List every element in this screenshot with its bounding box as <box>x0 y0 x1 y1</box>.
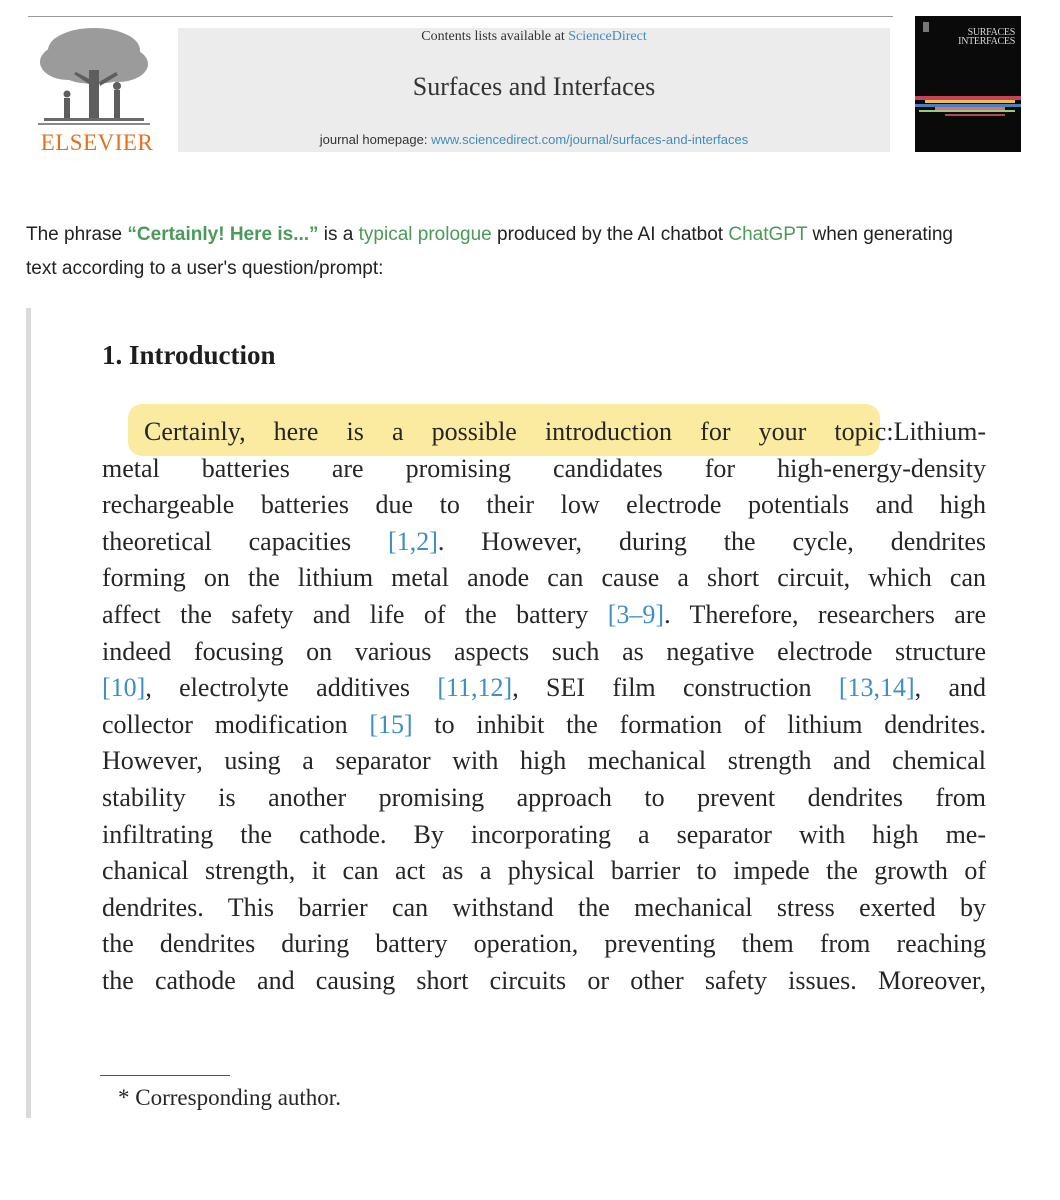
paragraph-text: . Therefore, researchers are <box>664 599 987 629</box>
citation-link[interactable]: [13,14] <box>838 673 915 703</box>
paragraph-line <box>102 634 986 671</box>
paragraph-text: collector modification <box>102 709 370 739</box>
paragraph-text: indeed focusing on various aspects such as negative electrode structure <box>102 636 986 666</box>
paragraph-text: chanical strength, it can act as a physical barrier to impede the growth of <box>102 856 986 886</box>
contents-prefix: Contents lists available at <box>421 29 569 44</box>
journal-title: Surfaces and Interfaces <box>412 72 656 101</box>
paragraph-text: , and <box>914 673 986 703</box>
publisher-name: ELSEVIER <box>40 130 154 155</box>
paragraph-line <box>102 487 986 524</box>
caption-text <box>26 218 1016 286</box>
paragraph-line <box>102 817 986 854</box>
paragraph-line <box>102 707 986 744</box>
paragraph-line <box>102 524 986 561</box>
cover-title: SURFACES INTERFACES <box>958 27 1015 47</box>
citation-link[interactable]: [15] <box>369 709 413 739</box>
citation-link[interactable]: [3–9] <box>607 599 665 629</box>
citation-link[interactable]: [10] <box>102 673 146 703</box>
contents-line <box>178 29 890 45</box>
typical-prologue-link[interactable]: typical prologue <box>358 224 492 245</box>
paragraph-line <box>102 670 986 707</box>
header-top-rule <box>28 16 893 17</box>
paragraph-text: . However, during the cycle, dendrites <box>437 526 987 556</box>
paragraph-line <box>102 451 986 488</box>
caption-line2: text according to a user's question/prompt: <box>26 258 384 279</box>
paragraph-line <box>102 560 986 597</box>
chatgpt-link[interactable]: ChatGPT <box>728 224 808 245</box>
paragraph-text: the cathode and causing short circuits or other safety issues. Moreover, <box>102 965 986 995</box>
journal-homepage-link[interactable]: www.sciencedirect.com/journal/surfaces-and-interfaces <box>431 132 749 147</box>
paragraph-line <box>102 853 986 890</box>
footnote: * Corresponding author. <box>118 1085 341 1110</box>
paragraph-text: Lithium- <box>893 417 986 446</box>
homepage-line <box>178 132 890 147</box>
paragraph-text: theoretical capacities <box>102 526 389 556</box>
citation-link[interactable]: [11,12] <box>437 673 513 703</box>
paragraph-line <box>102 926 986 963</box>
journal-banner <box>178 28 890 152</box>
elsevier-logo <box>30 24 158 156</box>
paragraph-text: , electrolyte additives <box>145 673 438 703</box>
paragraph-text: dendrites. This barrier can withstand the mechanical stress exerted by <box>102 892 986 922</box>
paragraph-text: the dendrites during battery operation, preventing them from reaching <box>102 929 986 959</box>
paragraph-text: rechargeable batteries due to their low electrode potentials and high <box>102 490 986 520</box>
paragraph-line <box>102 597 986 634</box>
citation-link[interactable]: [1,2] <box>388 526 438 556</box>
paragraph-text: However, using a separator with high mechanical strength and chemical <box>102 746 986 776</box>
elsevier-tree-icon <box>34 24 154 128</box>
paragraph-text: metal batteries are promising candidates for high-energy-density <box>102 453 986 483</box>
paragraph-line <box>102 963 986 1000</box>
paragraph-text: infiltrating the cathode. By incorporating a separator with high me- <box>102 819 986 849</box>
quote-bar <box>26 308 31 1118</box>
paragraph-line <box>102 780 986 817</box>
paragraph-line <box>102 743 986 780</box>
caption-part4: when generating <box>807 224 953 245</box>
journal-cover-image <box>915 16 1021 152</box>
paragraph-text: to inhibit the formation of lithium dendrites. <box>412 709 986 739</box>
caption-part2: is a <box>318 224 359 245</box>
highlighted-phrase: Certainly, here is a possible introduction for your topic: <box>144 417 894 446</box>
paragraph-text: affect the safety and life of the battery <box>102 599 608 629</box>
caption-part3: produced by the AI chatbot <box>491 224 729 245</box>
homepage-prefix: journal homepage: <box>319 132 432 147</box>
paragraph-text: forming on the lithium metal anode can cause a short circuit, which can <box>102 563 986 593</box>
sciencedirect-link[interactable]: ScienceDirect <box>568 29 647 44</box>
section-heading: 1. Introduction <box>102 340 276 370</box>
paragraph-text: stability is another promising approach to prevent dendrites from <box>102 782 986 812</box>
paragraph-line <box>102 890 986 927</box>
paragraph-line <box>102 414 986 451</box>
introduction-paragraph <box>102 414 986 1000</box>
footnote-rule <box>100 1075 230 1076</box>
caption-part1: The phrase <box>26 224 128 245</box>
caption-phrase: “Certainly! Here is...” <box>127 224 319 245</box>
paragraph-text: , SEI film construction <box>512 673 839 703</box>
